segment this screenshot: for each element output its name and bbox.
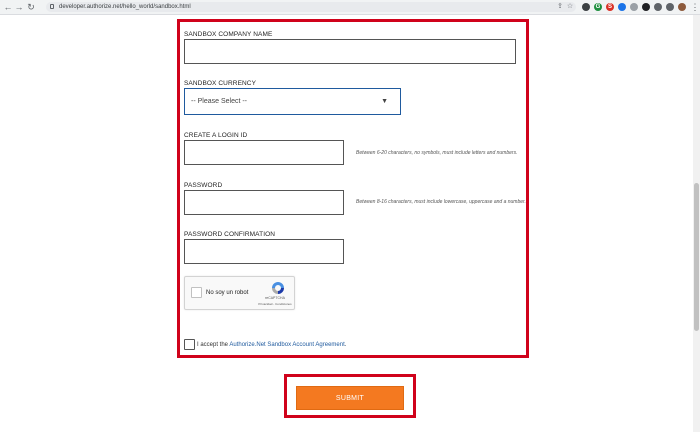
address-bar[interactable] [46,2,576,12]
password-hint: Between 8-16 characters, must include lowercase, uppercase and a number. [356,199,526,205]
grammarly-icon[interactable]: G [595,4,601,10]
bookmark-star-icon[interactable]: ☆ [566,3,574,10]
media-icon[interactable] [654,3,662,11]
avatar[interactable] [678,3,686,11]
share-icon[interactable]: ⇪ [557,3,563,10]
menu-kebab-icon[interactable]: ⋮ [690,2,700,12]
sidebar-icon[interactable] [666,3,674,11]
company-name-input[interactable] [184,39,516,64]
recaptcha-checkbox[interactable] [191,287,202,298]
browser-toolbar [0,0,700,15]
extension-icon[interactable] [630,3,638,11]
puzzle-icon[interactable] [642,3,650,11]
extension-s-icon[interactable]: S [607,4,612,10]
extension-icon[interactable] [582,3,590,11]
recaptcha-privacy-links[interactable]: Privacidad - Condiciones [258,302,292,306]
login-id-hint: Between 6-20 characters, no symbols, must include letters and numbers. [356,150,518,156]
reload-icon[interactable]: ↻ [27,2,35,12]
password-label: PASSWORD [184,182,223,189]
agreement-suffix: . [344,342,347,348]
password-confirmation-label: PASSWORD CONFIRMATION [184,231,276,238]
login-id-label: CREATE A LOGIN ID [184,132,248,139]
recaptcha-brand: reCAPTCHA [265,296,285,300]
chevron-down-icon: ▼ [381,98,388,105]
agreement-prefix: I accept the [197,342,230,348]
scrollbar-thumb[interactable] [694,183,699,331]
currency-select[interactable] [184,88,401,115]
translate-icon[interactable] [618,3,626,11]
agreement-link[interactable]: Authorize.Net Sandbox Account Agreement [229,342,345,348]
recaptcha-widget [184,276,295,310]
url-text: developer.authorize.net/hello_world/sandbox.html [59,4,191,10]
recaptcha-logo-icon [271,281,285,295]
currency-label: SANDBOX CURRENCY [184,80,257,87]
agreement-checkbox[interactable] [184,339,195,350]
lock-icon [50,4,54,9]
recaptcha-label: No soy un robot [206,290,249,296]
forward-icon[interactable]: → [14,2,24,12]
password-confirmation-input[interactable] [184,239,344,264]
submit-button[interactable]: SUBMIT [296,386,404,410]
company-name-label: SANDBOX COMPANY NAME [184,31,273,38]
password-input[interactable] [184,190,344,215]
back-icon[interactable]: ← [3,2,13,12]
currency-selected-value: -- Please Select -- [191,98,248,105]
login-id-input[interactable] [184,140,344,165]
agreement-text [197,342,346,348]
